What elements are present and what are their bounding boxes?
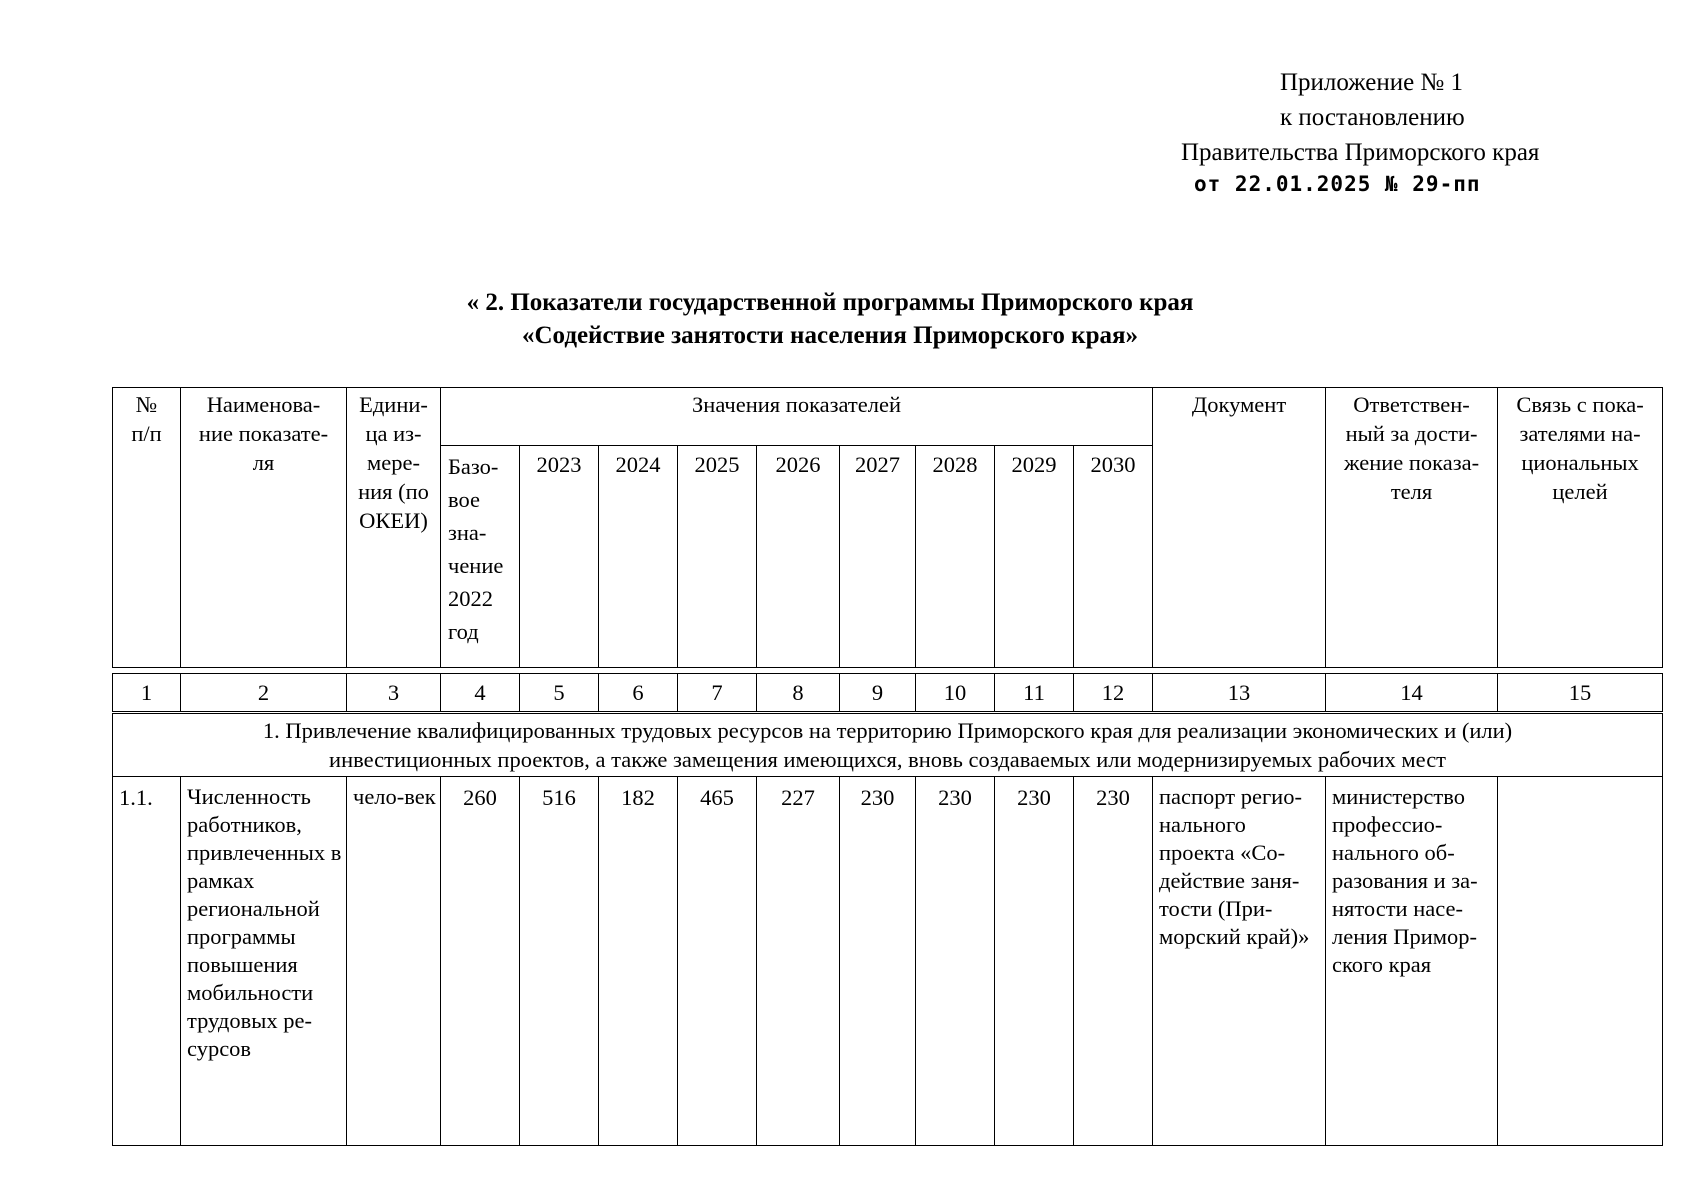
- annex-line-3: Правительства Приморского края: [1181, 139, 1540, 166]
- column-number: 5: [520, 674, 599, 712]
- row-name: Численность работников, привлеченных в рамках региональной программы повышения мобильности трудовых ре-сурсов: [181, 777, 347, 1146]
- header-year: 2025: [678, 446, 757, 668]
- header-year: 2029: [995, 446, 1074, 668]
- column-number: 7: [678, 674, 757, 712]
- column-number: 3: [347, 674, 441, 712]
- annex-date-stamp: от 22.01.2025 № 29-пп: [1194, 172, 1481, 196]
- column-number: 10: [916, 674, 995, 712]
- row-link: [1498, 777, 1663, 1146]
- column-number: 15: [1498, 674, 1663, 712]
- column-number: 6: [599, 674, 678, 712]
- row-value: 465: [678, 777, 757, 1146]
- header-document: Документ: [1153, 388, 1326, 668]
- row-value: 230: [916, 777, 995, 1146]
- row-base-value: 260: [441, 777, 520, 1146]
- column-number: 1: [113, 674, 181, 712]
- section-line-2: инвестиционных проектов, а также замещения имеющихся, вновь создаваемых или модернизируемых рабочих мест: [329, 747, 1447, 772]
- row-num: 1.1.: [113, 777, 181, 1146]
- header-year: 2026: [757, 446, 840, 668]
- section-heading: [113, 714, 1663, 777]
- header-year: 2024: [599, 446, 678, 668]
- document-title: [110, 286, 1550, 352]
- header-unit: Едини-ца из-мере-ния (по ОКЕИ): [347, 388, 441, 668]
- row-value: 230: [1074, 777, 1153, 1146]
- row-unit: чело-век: [347, 777, 441, 1146]
- section-row: [113, 714, 1663, 777]
- annex-line-2: к постановлению: [1280, 104, 1465, 131]
- column-number: 9: [840, 674, 916, 712]
- section-line-1: 1. Привлечение квалифицированных трудовых ресурсов на территорию Приморского края для реализации экономических и (или): [262, 718, 1513, 743]
- row-value: 230: [995, 777, 1074, 1146]
- column-number: 12: [1074, 674, 1153, 712]
- row-value: 227: [757, 777, 840, 1146]
- header-name: Наименова-ние показате-ля: [181, 388, 347, 668]
- header-year: 2027: [840, 446, 916, 668]
- table-row: [113, 777, 1663, 1146]
- column-number: 4: [441, 674, 520, 712]
- row-document: паспорт регио-нального проекта «Со-действие заня-тости (При-морский край)»: [1153, 777, 1326, 1146]
- column-number: 8: [757, 674, 840, 712]
- row-value: 182: [599, 777, 678, 1146]
- header-values-group: Значения показателей: [441, 388, 1153, 446]
- annex-block: [1170, 65, 1590, 198]
- row-value: 516: [520, 777, 599, 1146]
- title-line-2: «Содействие занятости населения Приморского края»: [521, 322, 1138, 349]
- header-year: 2023: [520, 446, 599, 668]
- header-link: Связь с пока-зателями на-циональных целей: [1498, 388, 1663, 668]
- header-year: 2030: [1074, 446, 1153, 668]
- header-base-value: Базо-вое зна-чение 2022 год: [441, 446, 520, 668]
- column-numbers-row: [112, 673, 1663, 712]
- row-responsible: министерство профессио-нального об-разования и за-нятости насе-ления Примор-ского края: [1326, 777, 1498, 1146]
- header-responsible: Ответствен-ный за дости-жение показа-теля: [1326, 388, 1498, 668]
- header-num: № п/п: [113, 388, 181, 668]
- title-line-1: « 2. Показатели государственной программы Приморского края: [466, 289, 1194, 316]
- column-number: 14: [1326, 674, 1498, 712]
- indicators-table-header: [112, 387, 1663, 668]
- column-number: 13: [1153, 674, 1326, 712]
- column-number: 11: [995, 674, 1074, 712]
- annex-line-1: Приложение № 1: [1280, 69, 1464, 96]
- header-year: 2028: [916, 446, 995, 668]
- indicators-table-body: [112, 713, 1663, 1146]
- column-number: 2: [181, 674, 347, 712]
- row-value: 230: [840, 777, 916, 1146]
